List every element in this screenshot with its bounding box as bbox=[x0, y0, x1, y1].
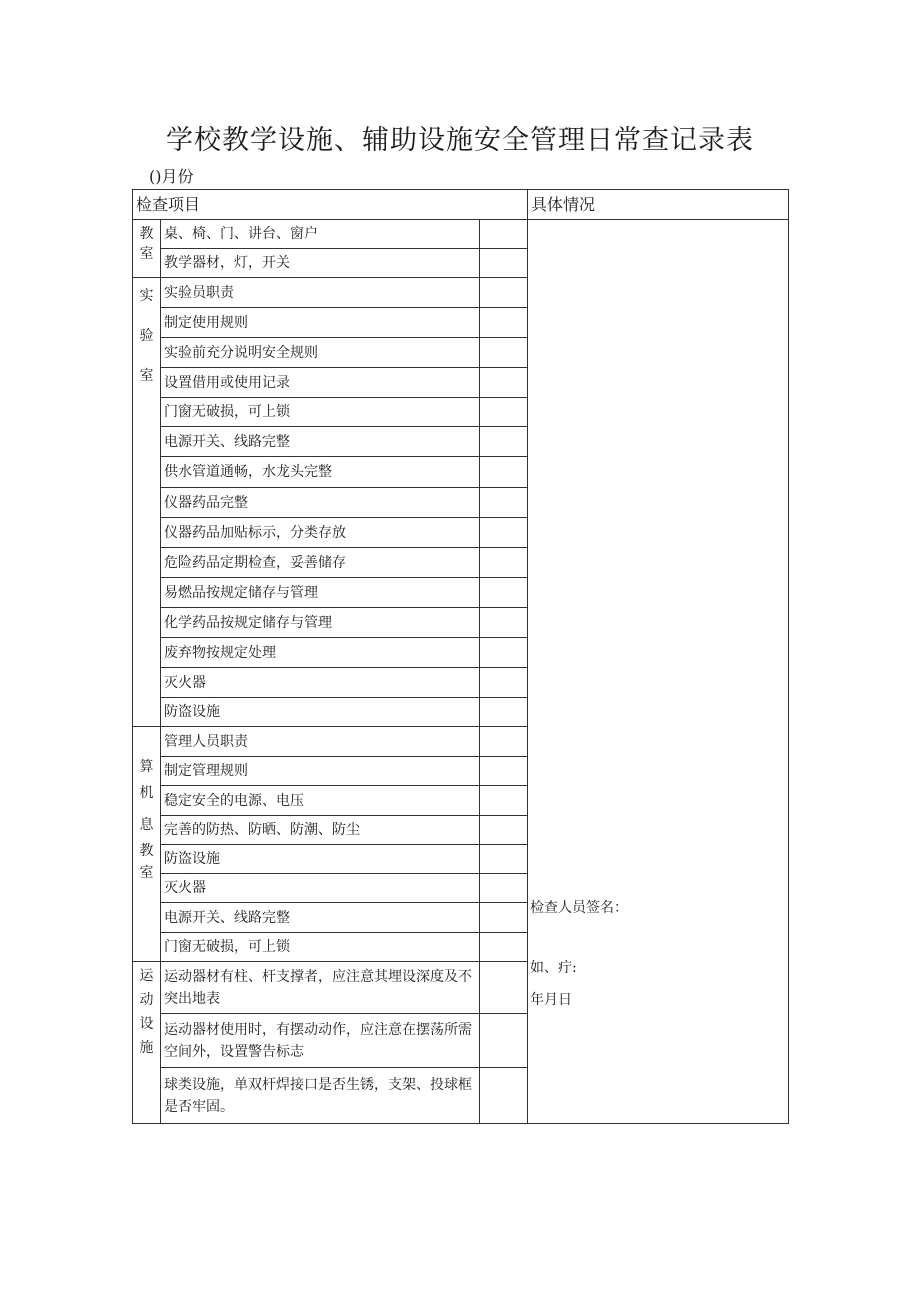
item-label: 防盗设施 bbox=[161, 698, 480, 727]
category-sports-facilities: 运 动 设 施 bbox=[133, 962, 161, 1124]
item-label: 供水管道通畅，水龙头完整 bbox=[161, 457, 480, 488]
check-cell[interactable] bbox=[480, 638, 528, 668]
table-header-row bbox=[133, 190, 789, 220]
item-label: 球类设施，单双杆焊接口是否生锈，支架、投球框是否牢固。 bbox=[161, 1068, 480, 1124]
check-cell[interactable] bbox=[480, 220, 528, 249]
item-label: 稳定安全的电源、电压 bbox=[161, 786, 480, 816]
category-computer-room: 算 机 息 教 室 bbox=[133, 727, 161, 962]
item-label: 制定使用规则 bbox=[161, 308, 480, 338]
check-cell[interactable] bbox=[480, 457, 528, 488]
check-cell[interactable] bbox=[480, 427, 528, 457]
item-label: 实验员职责 bbox=[161, 278, 480, 308]
check-cell[interactable] bbox=[480, 903, 528, 933]
item-label: 电源开关、线路完整 bbox=[161, 903, 480, 933]
check-cell[interactable] bbox=[480, 518, 528, 548]
category-classroom: 教 室 bbox=[133, 220, 161, 278]
check-cell[interactable] bbox=[480, 1014, 528, 1068]
check-cell[interactable] bbox=[480, 668, 528, 698]
check-cell[interactable] bbox=[480, 368, 528, 398]
detail-cell[interactable] bbox=[528, 220, 789, 1124]
item-label: 化学药品按规定储存与管理 bbox=[161, 608, 480, 638]
check-cell[interactable] bbox=[480, 398, 528, 427]
check-cell[interactable] bbox=[480, 278, 528, 308]
item-label: 易燃品按规定储存与管理 bbox=[161, 578, 480, 608]
check-cell[interactable] bbox=[480, 816, 528, 845]
item-label: 制定管理规则 bbox=[161, 757, 480, 786]
item-label: 实验前充分说明安全规则 bbox=[161, 338, 480, 368]
item-label: 管理人员职责 bbox=[161, 727, 480, 757]
item-label: 仪器药品完整 bbox=[161, 488, 480, 518]
header-item-column: 检查项目 bbox=[133, 190, 528, 220]
item-label: 电源开关、线路完整 bbox=[161, 427, 480, 457]
inspector-signature-label: 检查人员签名： bbox=[530, 900, 628, 916]
check-cell[interactable] bbox=[480, 488, 528, 518]
check-cell[interactable] bbox=[480, 845, 528, 874]
item-label: 运动器材有柱、杆支撑者，应注意其埋设深度及不突出地表 bbox=[161, 962, 480, 1014]
item-label: 门窗无破损，可上锁 bbox=[161, 933, 480, 962]
item-label: 桌、椅、门、讲台、窗户 bbox=[161, 220, 480, 249]
signature-date: 年月日 bbox=[530, 992, 572, 1008]
item-label: 废弃物按规定处理 bbox=[161, 638, 480, 668]
item-label: 灭火器 bbox=[161, 874, 480, 903]
item-label: 防盗设施 bbox=[161, 845, 480, 874]
item-label: 危险药品定期检查，妥善储存 bbox=[161, 548, 480, 578]
check-cell[interactable] bbox=[480, 548, 528, 578]
category-lab: 实 验 室 bbox=[133, 278, 161, 727]
check-cell[interactable] bbox=[480, 727, 528, 757]
item-label: 仪器药品加贴标示，分类存放 bbox=[161, 518, 480, 548]
inspection-table bbox=[132, 189, 789, 1124]
month-label: ()月份 bbox=[149, 167, 194, 186]
check-cell[interactable] bbox=[480, 786, 528, 816]
item-label: 完善的防热、防晒、防潮、防尘 bbox=[161, 816, 480, 845]
check-cell[interactable] bbox=[480, 1068, 528, 1124]
item-label: 门窗无破损，可上锁 bbox=[161, 398, 480, 427]
check-cell[interactable] bbox=[480, 933, 528, 962]
item-label: 教学器材，灯，开关 bbox=[161, 249, 480, 278]
item-label: 设置借用或使用记录 bbox=[161, 368, 480, 398]
check-cell[interactable] bbox=[480, 578, 528, 608]
check-cell[interactable] bbox=[480, 962, 528, 1014]
check-cell[interactable] bbox=[480, 698, 528, 727]
page-title: 学校教学设施、辅助设施安全管理日常查记录表 bbox=[166, 125, 754, 156]
check-cell[interactable] bbox=[480, 338, 528, 368]
check-cell[interactable] bbox=[480, 249, 528, 278]
item-label: 灭火器 bbox=[161, 668, 480, 698]
item-label: 运动器材使用时，有摆动动作，应注意在摆荡所需空间外，设置警告标志 bbox=[161, 1014, 480, 1068]
check-cell[interactable] bbox=[480, 608, 528, 638]
signature-line-2: 如、疔: bbox=[530, 960, 577, 976]
check-cell[interactable] bbox=[480, 757, 528, 786]
table-row bbox=[133, 220, 789, 249]
check-cell[interactable] bbox=[480, 874, 528, 903]
header-detail-column: 具体情况 bbox=[528, 190, 789, 220]
check-cell[interactable] bbox=[480, 308, 528, 338]
